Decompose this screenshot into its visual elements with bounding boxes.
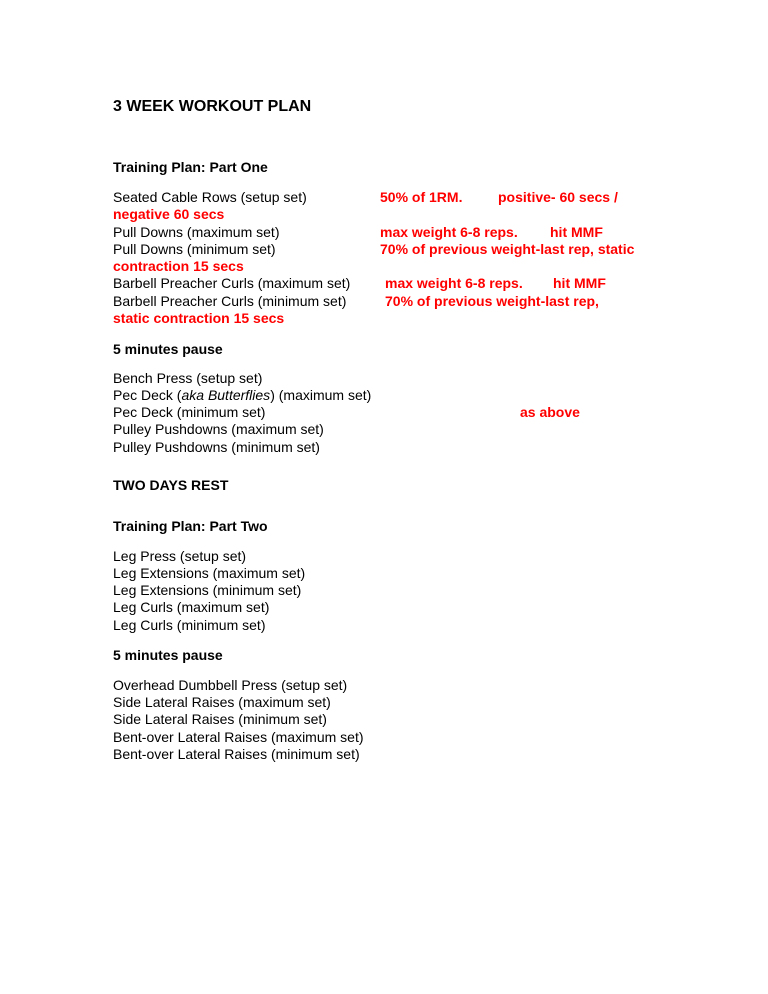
part-two-heading: Training Plan: Part Two xyxy=(113,518,268,534)
barbell-curls-min-item: Barbell Preacher Curls (minimum set) xyxy=(113,293,347,309)
pause-one-heading: 5 minutes pause xyxy=(113,341,223,357)
pec-deck-max-butterflies: Butterflies xyxy=(207,387,271,403)
seated-cable-rows-note-1rm: 50% of 1RM. xyxy=(380,189,463,205)
list-item: Side Lateral Raises (maximum set) xyxy=(113,694,331,710)
rest-heading: TWO DAYS REST xyxy=(113,477,229,493)
pec-deck-max-aka: aka xyxy=(181,387,205,403)
pec-deck-max-suffix: ) (maximum set) xyxy=(270,387,372,403)
pull-downs-max-item: Pull Downs (maximum set) xyxy=(113,224,280,240)
list-item: Overhead Dumbbell Press (setup set) xyxy=(113,677,348,693)
pull-downs-min-item: Pull Downs (minimum set) xyxy=(113,241,276,257)
list-item: Leg Extensions (minimum set) xyxy=(113,582,302,598)
barbell-curls-max-note-weight: max weight 6-8 reps. xyxy=(385,275,523,291)
pulley-pushdowns-min-item: Pulley Pushdowns (minimum set) xyxy=(113,439,320,455)
seated-cable-rows-note-negative: negative 60 secs xyxy=(113,206,225,222)
pull-downs-min-note-contraction: contraction 15 secs xyxy=(113,258,244,274)
list-item: Leg Curls (minimum set) xyxy=(113,617,266,633)
document-title: 3 WEEK WORKOUT PLAN xyxy=(113,98,312,115)
pause-two-heading: 5 minutes pause xyxy=(113,647,223,663)
pull-downs-max-note-mmf: hit MMF xyxy=(550,224,603,240)
list-item: Leg Curls (maximum set) xyxy=(113,599,270,615)
pulley-pushdowns-max-item: Pulley Pushdowns (maximum set) xyxy=(113,421,324,437)
seated-cable-rows-note-positive: positive- 60 secs / xyxy=(498,189,618,205)
pull-downs-max-note-weight: max weight 6-8 reps. xyxy=(380,224,518,240)
pull-downs-min-note-weight: 70% of previous weight-last rep, static xyxy=(380,241,635,257)
list-item: Bent-over Lateral Raises (maximum set) xyxy=(113,729,364,745)
list-item: Bent-over Lateral Raises (minimum set) xyxy=(113,746,360,762)
pec-deck-min-note: as above xyxy=(520,404,580,420)
list-item: Side Lateral Raises (minimum set) xyxy=(113,711,327,727)
part-one-heading: Training Plan: Part One xyxy=(113,159,268,175)
pec-deck-min-item: Pec Deck (minimum set) xyxy=(113,404,266,420)
seated-cable-rows-item: Seated Cable Rows (setup set) xyxy=(113,189,307,205)
list-item: Leg Press (setup set) xyxy=(113,548,247,564)
barbell-curls-min-note-weight: 70% of previous weight-last rep, xyxy=(385,293,599,309)
barbell-curls-min-note-contraction: static contraction 15 secs xyxy=(113,310,285,326)
barbell-curls-max-item: Barbell Preacher Curls (maximum set) xyxy=(113,275,351,291)
list-item: Leg Extensions (maximum set) xyxy=(113,565,306,581)
pec-deck-max-prefix: Pec Deck ( xyxy=(113,387,182,403)
pec-deck-max-item xyxy=(113,387,371,404)
bench-press-item: Bench Press (setup set) xyxy=(113,370,263,386)
barbell-curls-max-note-mmf: hit MMF xyxy=(553,275,606,291)
